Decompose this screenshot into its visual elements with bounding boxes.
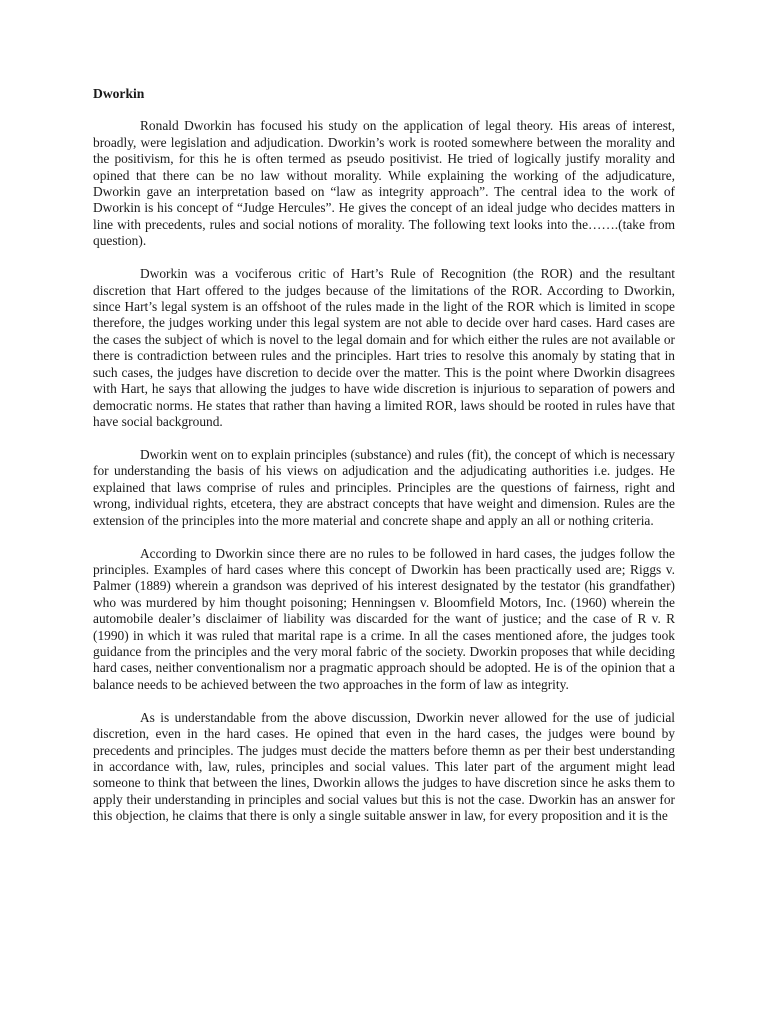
paragraph-3: Dworkin went on to explain principles (substance) and rules (fit), the concept of which is necessary for understanding the basis of his views on adjudication and the adjudicating authorities i.e. judges. He explained that laws comprise of rules and principles. Principles are the questions of fairness, right and wrong, individual rights, etcetera, they are abstract concepts that have weight and dimension. Rules are the extension of the principles into the more material and concrete shape and apply an all or nothing criteria. <box>93 446 675 528</box>
paragraph-4: According to Dworkin since there are no rules to be followed in hard cases, the judges follow the principles. Examples of hard cases where this concept of Dworkin has been practically used are; Riggs v. Palmer (1889) wherein a grandson was deprived of his interest designated by the testator (his grandfather) who was murdered by him thought poisoning; Henningsen v. Bloomfield Motors, Inc. (1960) wherein the automobile dealer’s disclaimer of liability was discarded for the want of justice; and the case of R v. R (1990) in which it was ruled that marital rape is a crime. In all the cases mentioned afore, the judges took guidance from the principles and the very moral fabric of the society. Dworkin proposes that while deciding hard cases, neither conventionalism nor a pragmatic approach should be adopted. He is of the opinion that a balance needs to be achieved between the two approaches in the form of law as integrity. <box>93 545 675 692</box>
paragraph-1: Ronald Dworkin has focused his study on the application of legal theory. His areas of interest, broadly, were legislation and adjudication. Dworkin’s work is rooted somewhere between the morality and the positivism, for this he is often termed as pseudo positivist. He tried of logically justify morality and opined that there can be no law without morality. While explaining the working of the adjudicature, Dworkin gave an interpretation based on “law as integrity approach”. The central idea to the work of Dworkin is his concept of “Judge Hercules”. He gives the concept of an ideal judge who decides matters in line with precedents, rules and social notions of morality. The following text looks into the…….(take from question). <box>93 118 675 249</box>
paragraph-2: Dworkin was a vociferous critic of Hart’s Rule of Recognition (the ROR) and the resultant discretion that Hart offered to the judges because of the limitations of the ROR. According to Dworkin, since Hart’s legal system is an offshoot of the rules made in the light of the ROR which is limited in scope therefore, the judges working under this legal system are not able to decide over hard cases. Hard cases are the cases the subject of which is novel to the legal domain and for which either the rules are not available or there is contradiction between rules and the principles. Hart tries to resolve this anomaly by stating that in such cases, the judges have discretion to decide over the matter. This is the point where Dworkin disagrees with Hart, he says that allowing the judges to have wide discretion is injurious to separation of powers and democratic norms. He states that rather than having a limited ROR, laws should be rooted in rules have that have social background. <box>93 266 675 429</box>
paragraph-5: As is understandable from the above discussion, Dworkin never allowed for the use of judicial discretion, even in the hard cases. He opined that even in the hard cases, the judges were bound by precedents and principles. The judges must decide the matters before themn as per their best understanding in accordance with, law, rules, principles and social values. This later part of the argument might lead someone to think that between the lines, Dworkin allows the judges to have discretion since he asks them to apply their understanding in principles and social values but this is not the case. Dworkin has an answer for this objection, he claims that there is only a single suitable answer in law, for every proposition and it is the <box>93 709 675 824</box>
document-heading: Dworkin <box>93 86 145 101</box>
document-body <box>93 86 675 841</box>
